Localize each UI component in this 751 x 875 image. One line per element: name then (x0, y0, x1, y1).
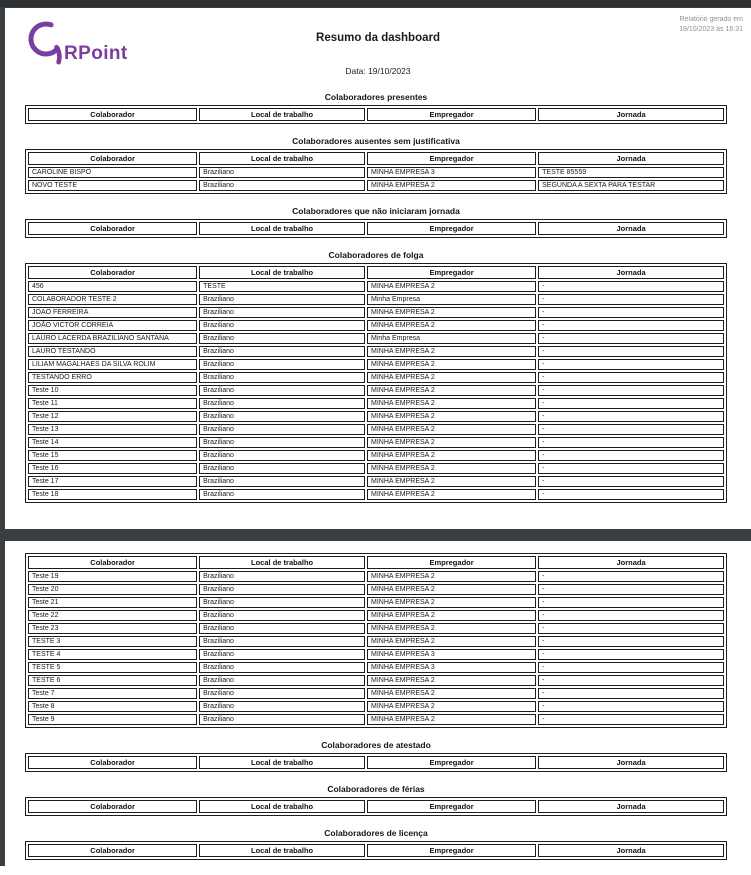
table-cell: Teste 15 (28, 450, 197, 461)
table-cell: Braziliano (199, 675, 365, 686)
table-cell: - (538, 649, 724, 660)
table-cell: NOVO TESTE (28, 180, 197, 191)
table-cell: - (538, 307, 724, 318)
table-row (28, 623, 724, 634)
table-cell: Teste 8 (28, 701, 197, 712)
table-header-row (28, 844, 724, 857)
table-cell: Teste 17 (28, 476, 197, 487)
table-cell: Teste 7 (28, 688, 197, 699)
column-header: Jornada (538, 152, 724, 165)
column-header: Empregador (367, 556, 536, 569)
table-cell: Braziliano (199, 346, 365, 357)
column-header: Empregador (367, 844, 536, 857)
table-cell: MINHA EMPRESA 2 (367, 450, 536, 461)
section-title-nao-iniciaram: Colaboradores que não iniciaram jornada (292, 206, 460, 216)
table-cell: - (538, 636, 724, 647)
report-title: Resumo da dashboard (316, 32, 440, 44)
table-cell: MINHA EMPRESA 3 (367, 662, 536, 673)
table-cell: MINHA EMPRESA 2 (367, 359, 536, 370)
table-row (28, 411, 724, 422)
table-cell: MINHA EMPRESA 2 (367, 320, 536, 331)
column-header: Empregador (367, 222, 536, 235)
table-cell: TESTE 3 (28, 636, 197, 647)
table-cell: TESTE 85559 (538, 167, 724, 178)
table-cell: MINHA EMPRESA 2 (367, 346, 536, 357)
table-cell: Braziliano (199, 463, 365, 474)
table-cell: TESTE 4 (28, 649, 197, 660)
table-cell: COLABORADOR TESTE 2 (28, 294, 197, 305)
table-cell: Teste 12 (28, 411, 197, 422)
table-cell: Braziliano (199, 623, 365, 634)
table-cell: Braziliano (199, 167, 365, 178)
table-cell: Teste 19 (28, 571, 197, 582)
table-header-row (28, 556, 724, 569)
table-cell: MINHA EMPRESA 2 (367, 714, 536, 725)
table-row (28, 424, 724, 435)
table-cell: MINHA EMPRESA 2 (367, 571, 536, 582)
table-cell: TESTE 5 (28, 662, 197, 673)
table-row (28, 385, 724, 396)
table-row (28, 437, 724, 448)
logo-wordmark: RPoint (64, 43, 128, 64)
table-cell: - (538, 662, 724, 673)
table-cell: SEGUNDA A SEXTA PARA TESTAR (538, 180, 724, 191)
table-cell: Braziliano (199, 688, 365, 699)
table-cell: Braziliano (199, 571, 365, 582)
column-header: Empregador (367, 756, 536, 769)
column-header: Jornada (538, 108, 724, 121)
column-header: Colaborador (28, 152, 197, 165)
table-cell: - (538, 463, 724, 474)
section-title-presentes: Colaboradores presentes (324, 92, 428, 102)
table-header-row (28, 756, 724, 769)
table-cell: Teste 13 (28, 424, 197, 435)
table-header-row (28, 108, 724, 121)
table-cell: MINHA EMPRESA 2 (367, 307, 536, 318)
table-cell: Teste 9 (28, 714, 197, 725)
table-cell: Braziliano (199, 333, 365, 344)
table-cell: MINHA EMPRESA 2 (367, 398, 536, 409)
table-row (28, 688, 724, 699)
table-cell: Teste 11 (28, 398, 197, 409)
table-header-row (28, 152, 724, 165)
table-cell: Braziliano (199, 372, 365, 383)
table-cell: MINHA EMPRESA 2 (367, 437, 536, 448)
table-cell: MINHA EMPRESA 2 (367, 180, 536, 191)
column-header: Local de trabalho (199, 844, 365, 857)
table-cell: Teste 16 (28, 463, 197, 474)
table-cell: Braziliano (199, 649, 365, 660)
table-cell: - (538, 424, 724, 435)
report-page-1 (5, 8, 751, 529)
table-cell: TESTE 6 (28, 675, 197, 686)
table-cell: Minha Empresa (367, 294, 536, 305)
table-cell: - (538, 359, 724, 370)
table-row (28, 294, 724, 305)
table-cell: - (538, 489, 724, 500)
table-row (28, 584, 724, 595)
table-cell: MINHA EMPRESA 2 (367, 610, 536, 621)
table-cell: - (538, 398, 724, 409)
table-cell: Braziliano (199, 398, 365, 409)
column-header: Colaborador (28, 556, 197, 569)
table-cell: Teste 18 (28, 489, 197, 500)
table-cell: Teste 23 (28, 623, 197, 634)
table-row (28, 346, 724, 357)
table-cell: - (538, 571, 724, 582)
table-cell: Braziliano (199, 701, 365, 712)
table-cell: Braziliano (199, 411, 365, 422)
table-row (28, 489, 724, 500)
column-header: Jornada (538, 556, 724, 569)
column-header: Colaborador (28, 266, 197, 279)
table-cell: - (538, 675, 724, 686)
table-cell: 456 (28, 281, 197, 292)
table-row (28, 307, 724, 318)
table-row (28, 649, 724, 660)
table-cell: - (538, 701, 724, 712)
table-cell: Teste 21 (28, 597, 197, 608)
column-header: Local de trabalho (199, 756, 365, 769)
table-cell: Teste 10 (28, 385, 197, 396)
table-cell: MINHA EMPRESA 2 (367, 424, 536, 435)
table-cell: Braziliano (199, 307, 365, 318)
table-cell: Braziliano (199, 385, 365, 396)
column-header: Local de trabalho (199, 222, 365, 235)
column-header: Local de trabalho (199, 108, 365, 121)
table-cell: - (538, 476, 724, 487)
column-header: Local de trabalho (199, 556, 365, 569)
column-header: Empregador (367, 152, 536, 165)
table-cell: Braziliano (199, 584, 365, 595)
table-cell: Braziliano (199, 437, 365, 448)
table-cell: Braziliano (199, 294, 365, 305)
table-cell: MINHA EMPRESA 2 (367, 385, 536, 396)
table-folga-page2 (25, 553, 727, 728)
table-cell: Braziliano (199, 450, 365, 461)
table-cell: Teste 20 (28, 584, 197, 595)
table-row (28, 597, 724, 608)
table-presentes (25, 105, 727, 124)
column-header: Colaborador (28, 800, 197, 813)
column-header: Jornada (538, 800, 724, 813)
table-cell: JOÃO VICTOR CORREIA (28, 320, 197, 331)
table-cell: - (538, 294, 724, 305)
table-row (28, 476, 724, 487)
column-header: Jornada (538, 266, 724, 279)
column-header: Local de trabalho (199, 152, 365, 165)
table-cell: MINHA EMPRESA 2 (367, 675, 536, 686)
section-title-ferias: Colaboradores de férias (327, 784, 425, 794)
table-cell: Braziliano (199, 424, 365, 435)
table-header-row (28, 266, 724, 279)
table-ausentes (25, 149, 727, 194)
table-cell: - (538, 688, 724, 699)
table-ferias (25, 797, 727, 816)
column-header: Empregador (367, 108, 536, 121)
table-cell: JOAO FERREIRA (28, 307, 197, 318)
generated-datetime: 19/10/2023 às 16:31 (679, 25, 743, 33)
table-cell: - (538, 584, 724, 595)
table-cell: Teste 14 (28, 437, 197, 448)
table-cell: CAROLINE BISPO (28, 167, 197, 178)
column-header: Local de trabalho (199, 266, 365, 279)
table-cell: MINHA EMPRESA 2 (367, 623, 536, 634)
table-cell: - (538, 610, 724, 621)
table-row (28, 662, 724, 673)
section-title-licenca: Colaboradores de licença (324, 828, 428, 838)
table-cell: - (538, 714, 724, 725)
section-title-folga: Colaboradores de folga (328, 250, 424, 260)
column-header: Local de trabalho (199, 800, 365, 813)
table-cell: Braziliano (199, 476, 365, 487)
table-cell: MINHA EMPRESA 2 (367, 281, 536, 292)
section-title-atestado: Colaboradores de atestado (321, 740, 431, 750)
table-cell: Braziliano (199, 636, 365, 647)
table-cell: Braziliano (199, 359, 365, 370)
column-header: Empregador (367, 800, 536, 813)
table-cell: - (538, 597, 724, 608)
column-header: Jornada (538, 222, 724, 235)
table-cell: - (538, 450, 724, 461)
table-row (28, 636, 724, 647)
table-row (28, 333, 724, 344)
table-licenca (25, 841, 727, 860)
table-cell: - (538, 320, 724, 331)
table-cell: - (538, 346, 724, 357)
table-cell: MINHA EMPRESA 3 (367, 167, 536, 178)
table-atestado (25, 753, 727, 772)
table-cell: MINHA EMPRESA 2 (367, 597, 536, 608)
table-cell: - (538, 623, 724, 634)
table-cell: Teste 22 (28, 610, 197, 621)
table-cell: Braziliano (199, 662, 365, 673)
table-row (28, 714, 724, 725)
qrpoint-logo (27, 18, 128, 71)
table-row (28, 281, 724, 292)
table-row (28, 571, 724, 582)
table-cell: LAURO LACERDA BRAZILIANO SANTANA (28, 333, 197, 344)
table-header-row (28, 222, 724, 235)
table-cell: MINHA EMPRESA 2 (367, 463, 536, 474)
table-cell: MINHA EMPRESA 3 (367, 649, 536, 660)
generated-label: Relatório gerado em (679, 16, 743, 23)
table-cell: Braziliano (199, 714, 365, 725)
table-cell: LAURO TESTANDO (28, 346, 197, 357)
table-cell: MINHA EMPRESA 2 (367, 636, 536, 647)
table-cell: MINHA EMPRESA 2 (367, 489, 536, 500)
column-header: Empregador (367, 266, 536, 279)
report-date: Data: 19/10/2023 (345, 66, 411, 76)
table-cell: TESTE (199, 281, 365, 292)
viewer-top-strip (0, 0, 751, 7)
table-cell: Braziliano (199, 320, 365, 331)
table-cell: Braziliano (199, 597, 365, 608)
table-cell: MINHA EMPRESA 2 (367, 584, 536, 595)
column-header: Colaborador (28, 756, 197, 769)
table-cell: - (538, 437, 724, 448)
section-title-ausentes: Colaboradores ausentes sem justificativa (292, 136, 460, 146)
table-cell: Braziliano (199, 180, 365, 191)
table-cell: MINHA EMPRESA 2 (367, 411, 536, 422)
table-cell: MINHA EMPRESA 2 (367, 701, 536, 712)
table-cell: MINHA EMPRESA 2 (367, 688, 536, 699)
table-cell: - (538, 281, 724, 292)
report-page-2 (5, 541, 751, 866)
table-folga-page1 (25, 263, 727, 503)
table-cell: Braziliano (199, 489, 365, 500)
table-row (28, 180, 724, 191)
table-cell: LILIAM MAGALHAES DA SILVA ROLIM (28, 359, 197, 370)
table-cell: - (538, 411, 724, 422)
table-cell: - (538, 385, 724, 396)
table-cell: Braziliano (199, 610, 365, 621)
table-row (28, 372, 724, 383)
table-cell: - (538, 372, 724, 383)
table-cell: - (538, 333, 724, 344)
table-cell: MINHA EMPRESA 2 (367, 476, 536, 487)
table-row (28, 463, 724, 474)
table-row (28, 320, 724, 331)
column-header: Colaborador (28, 844, 197, 857)
column-header: Colaborador (28, 222, 197, 235)
table-row (28, 675, 724, 686)
table-nao-iniciaram (25, 219, 727, 238)
table-header-row (28, 800, 724, 813)
table-cell: Minha Empresa (367, 333, 536, 344)
column-header: Jornada (538, 844, 724, 857)
table-row (28, 359, 724, 370)
column-header: Jornada (538, 756, 724, 769)
table-row (28, 167, 724, 178)
table-cell: TESTANDO ERRO (28, 372, 197, 383)
table-row (28, 398, 724, 409)
table-cell: MINHA EMPRESA 2 (367, 372, 536, 383)
table-row (28, 701, 724, 712)
table-row (28, 450, 724, 461)
table-row (28, 610, 724, 621)
column-header: Colaborador (28, 108, 197, 121)
